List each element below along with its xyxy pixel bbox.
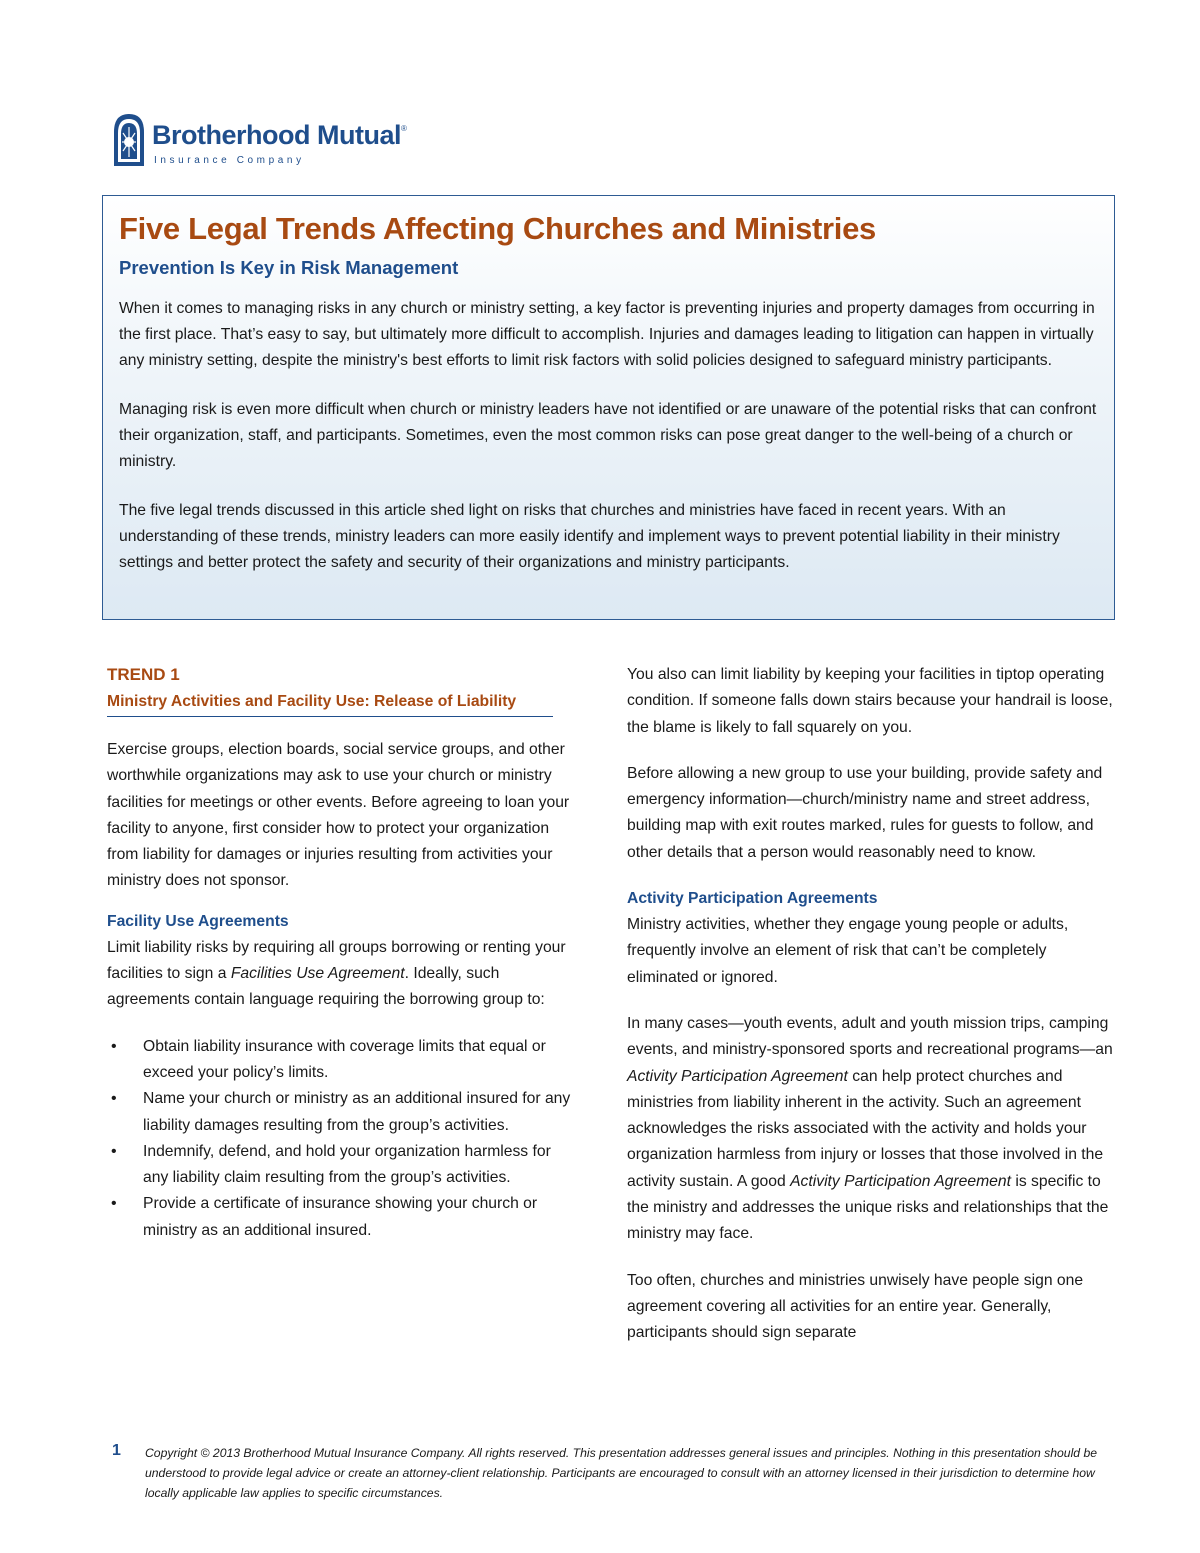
intro-box bbox=[102, 195, 1115, 620]
logo-subtitle: Insurance Company bbox=[154, 155, 305, 166]
facility-condition-paragraph: You also can limit liability by keeping your facilities in tiptop operating condition. If someone falls down stairs because your handrail is loose, the blame is likely to fall squarely on you. bbox=[627, 666, 1113, 736]
copyright-notice: Copyright © 2013 Brotherhood Mutual Insurance Company. All rights reserved. This presentation addresses general issues and principles. Nothing in this presentation should be understood to provide legal advice or create an attorney-client relationship. Participants are encouraged to consult with an attorney licensed in their jurisdiction to determine how locally applicable law applies to specific circumstances. bbox=[145, 1446, 1098, 1500]
right-column bbox=[627, 662, 1117, 1347]
list-item: • Indemnify, defend, and hold your organization harmless for any liability claim resulting from the group’s activities. bbox=[107, 1139, 577, 1192]
left-column bbox=[107, 662, 577, 1244]
separate-agreements-paragraph: Too often, churches and ministries unwisely have people sign one agreement covering all activities for an entire year. Generally, participants should sign separate bbox=[627, 1271, 1084, 1342]
requirements-list bbox=[107, 1034, 577, 1244]
intro-paragraph: The five legal trends discussed in this article shed light on risks that churches and ministries have faced in recent years. With an understanding of these trends, ministry leaders can more easily identify and implement ways to prevent potential liability in their ministry settings and better protect the safety and security of their organizations and ministry participants. bbox=[119, 502, 1060, 571]
document-subtitle: Prevention Is Key in Risk Management bbox=[119, 257, 459, 278]
list-item: • Provide a certificate of insurance showing your church or ministry as an additional insured. bbox=[107, 1191, 577, 1244]
facility-use-paragraph: Limit liability risks by requiring all groups borrowing or renting your facilities to sign a Facilities Use Agreement. Ideally, such agreements contain language requiring the borrowing group to: bbox=[107, 938, 566, 1009]
trend-title: Ministry Activities and Facility Use: Release of Liability bbox=[107, 690, 553, 717]
intro-paragraph: Managing risk is even more difficult when church or ministry leaders have not identified or are unaware of the potential risks that can confront their organization, staff, and participants. Sometimes, even the most common risks can pose great danger to the well-being of a church or ministry. bbox=[119, 401, 1097, 470]
intro-paragraph: When it comes to managing risks in any church or ministry setting, a key factor is preventing injuries and property damages from occurring in the first place. That’s easy to say, but ultimately more difficult to accomplish. Injuries and damages leading to litigation can happen in virtually any ministry setting, despite the ministry's best efforts to limit risk factors with solid policies designed to safeguard ministry participants. bbox=[119, 300, 1095, 369]
company-logo bbox=[112, 112, 412, 174]
facility-use-heading: Facility Use Agreements bbox=[107, 912, 289, 930]
list-item: • Obtain liability insurance with coverage limits that equal or exceed your policy’s limits. bbox=[107, 1034, 577, 1087]
arch-window-icon bbox=[112, 112, 146, 168]
safety-info-paragraph: Before allowing a new group to use your building, provide safety and emergency information—church/ministry name and street address, building map with exit routes marked, rules for guests to follow, and other details that a person would reasonably need to know. bbox=[627, 764, 1103, 861]
logo-name: Brotherhood Mutual® bbox=[152, 120, 407, 150]
activity-participation-heading: Activity Participation Agreements bbox=[627, 890, 878, 908]
list-item: • Name your church or ministry as an additional insured for any liability damages resulting from the group’s activities. bbox=[107, 1086, 577, 1139]
document-title: Five Legal Trends Affecting Churches and Ministries bbox=[119, 211, 876, 246]
trend-intro-paragraph: Exercise groups, election boards, social service groups, and other worthwhile organizations may ask to use your church or ministry facilities for meetings or other events. Before agreeing to loan your facility to anyone, first consider how to protect your organization from liability for damages or injuries resulting from activities your ministry does not sponsor. bbox=[107, 741, 570, 890]
page-number: 1 bbox=[112, 1442, 121, 1459]
activity-risk-paragraph: Ministry activities, whether they engage young people or adults, frequently involve an element of risk that can’t be completely eliminated or ignored. bbox=[627, 916, 1069, 986]
trend-label: TREND 1 bbox=[107, 665, 180, 684]
activity-agreement-paragraph: In many cases—youth events, adult and youth mission trips, camping events, and ministry-sponsored sports and recreational programs—an Activity Participation Agreement can help protect churches and ministries from liability inherent in the activity. Such an agreement acknowledges the risks associated with the activity and holds your organization harmless from injury or losses that those involved in the activity sustain. A good Activity Participation Agreement is specific to the ministry and addresses the unique risks and relationships that the ministry may face. bbox=[627, 1014, 1113, 1243]
